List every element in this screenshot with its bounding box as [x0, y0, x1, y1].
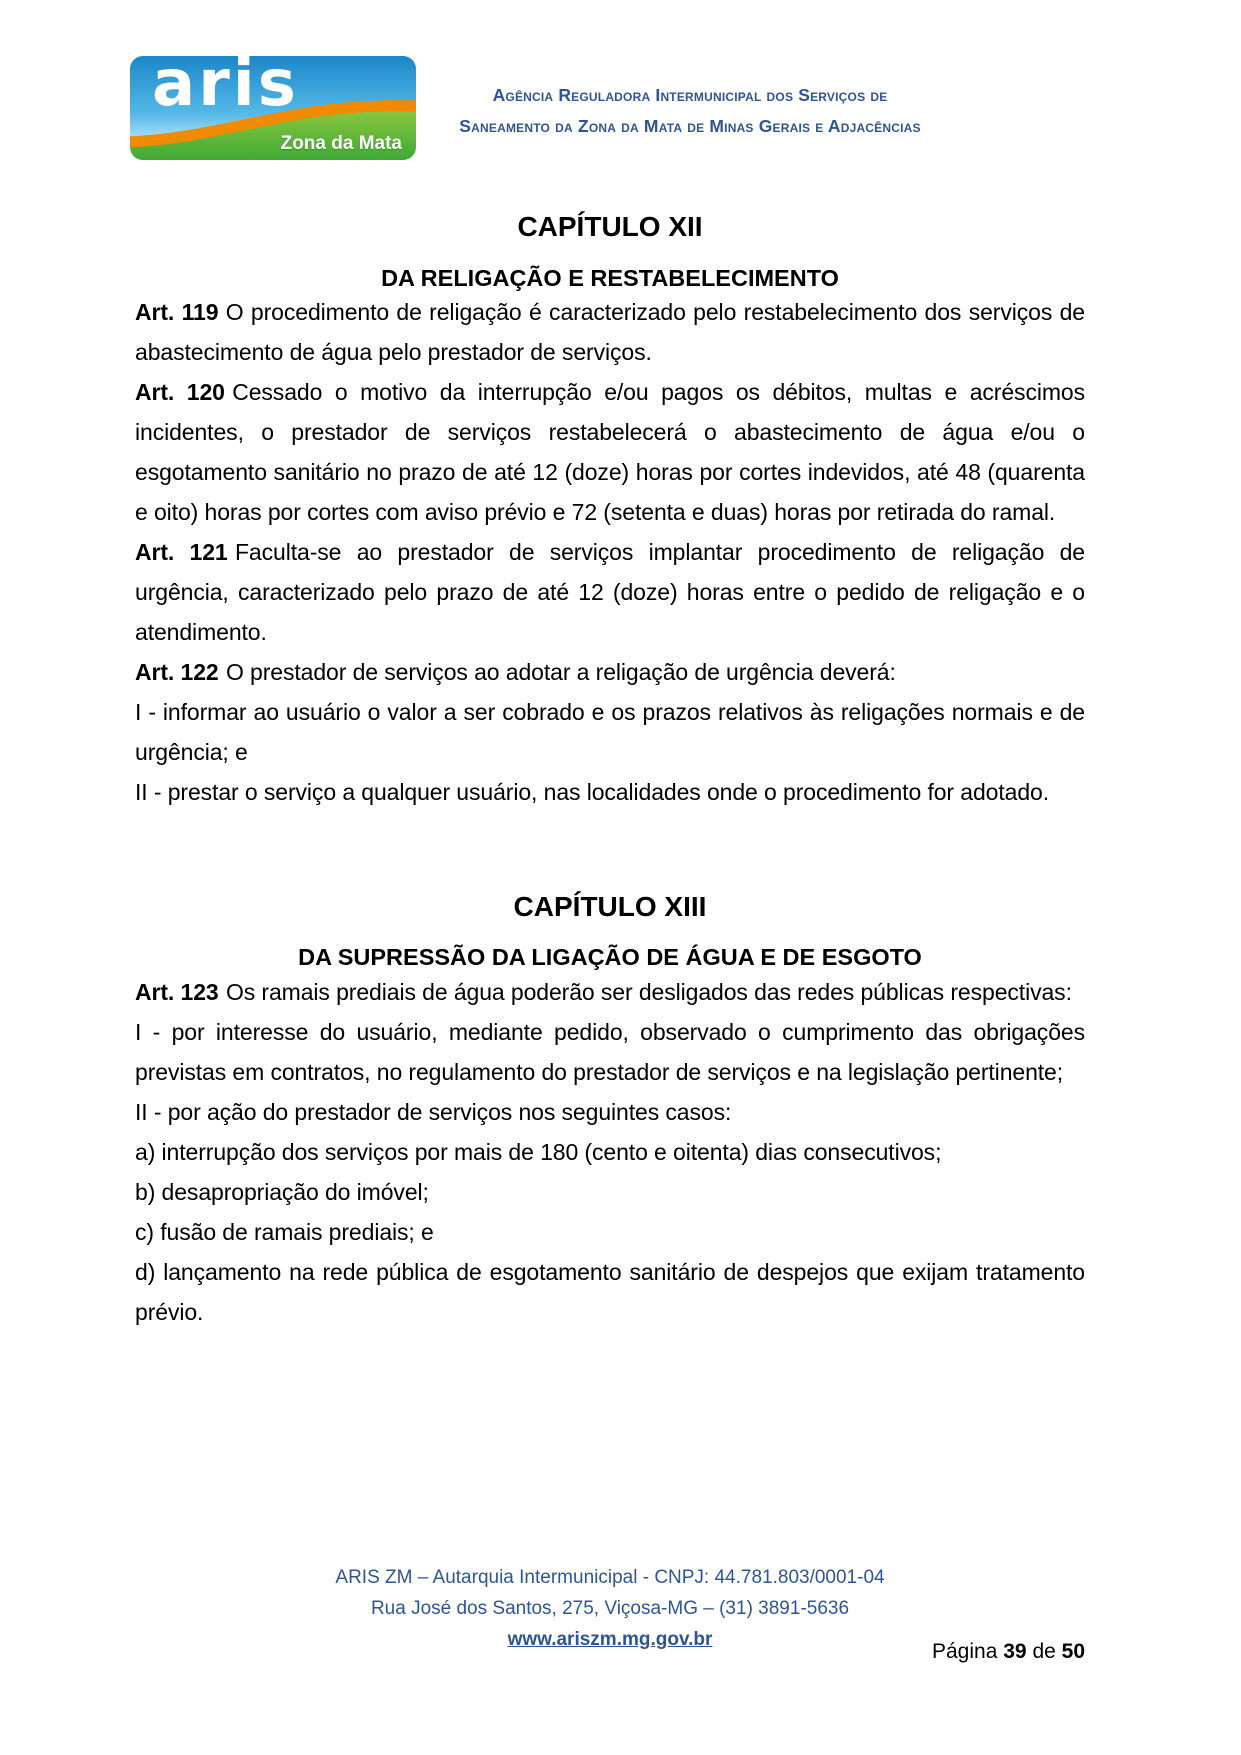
article-121-text: Faculta-se ao prestador de serviços implantar procedimento de religação de urgência, caracterizado pelo prazo de até 12 (doze) horas entre o pedido de religação e o atendimento. — [135, 538, 1085, 645]
article-122-text: O prestador de serviços ao adotar a religação de urgência deverá: — [225, 658, 896, 685]
article-120-label: Art. 120 — [135, 378, 225, 405]
logo-tagline: Zona da Mata — [280, 133, 402, 154]
agency-name-line2: Saneamento da Zona da Mata de Minas Gerais e Adjacências — [459, 116, 921, 136]
article-122-label: Art. 122 — [135, 658, 219, 685]
article-123-item-a: a) interrupção dos serviços por mais de 180 (cento e oitenta) dias consecutivos; — [135, 1138, 942, 1165]
article-122 — [135, 652, 1085, 692]
document-body — [135, 170, 1085, 1332]
chapter-12-title: CAPÍTULO XII — [517, 211, 703, 242]
page-number-total: 50 — [1061, 1640, 1085, 1663]
chapter-12-subtitle: DA RELIGAÇÃO E RESTABELECIMENTO — [381, 264, 839, 291]
footer-org-line: ARIS ZM – Autarquia Intermunicipal - CNPJ: 44.781.803/0001-04 — [335, 1567, 885, 1588]
article-121 — [135, 532, 1085, 652]
aris-logo — [130, 47, 416, 160]
agency-name — [455, 80, 925, 142]
logo-wordmark: aris — [152, 47, 299, 121]
article-123-text: Os ramais prediais de água poderão ser desligados das redes públicas respectivas: — [225, 978, 1072, 1005]
article-123-item-c: c) fusão de ramais prediais; e — [135, 1218, 434, 1245]
article-123 — [135, 972, 1085, 1012]
agency-name-line1: Agência Reguladora Intermunicipal dos Serviços de — [492, 85, 888, 105]
page-number-current: 39 — [1003, 1640, 1027, 1663]
footer-address-line: Rua José dos Santos, 275, Viçosa-MG – (31) 3891-5636 — [370, 1598, 850, 1619]
article-123-item-d: d) lançamento na rede pública de esgotamento sanitário de despejos que exijam tratamento prévio. — [135, 1258, 1085, 1325]
footer-website-link[interactable]: www.ariszm.mg.gov.br — [507, 1629, 713, 1650]
article-123-item-2: II - por ação do prestador de serviços nos seguintes casos: — [135, 1098, 732, 1125]
chapter-13-subtitle: DA SUPRESSÃO DA LIGAÇÃO DE ÁGUA E DE ESGOTO — [298, 944, 922, 971]
page-number-separator: de — [1032, 1640, 1056, 1663]
article-120 — [135, 372, 1085, 532]
article-123-item-b: b) desapropriação do imóvel; — [135, 1178, 429, 1205]
article-119-text: O procedimento de religação é caracterizado pelo restabelecimento dos serviços de abastecimento de água pelo prestador de serviços. — [135, 298, 1085, 365]
page-number — [932, 1640, 1085, 1664]
article-122-item-1: I - informar ao usuário o valor a ser cobrado e os prazos relativos às religações normais e de urgência; e — [135, 698, 1085, 765]
article-119 — [135, 292, 1085, 372]
article-122-item-2: II - prestar o serviço a qualquer usuário, nas localidades onde o procedimento for adotado. — [135, 778, 1050, 805]
article-123-label: Art. 123 — [135, 978, 219, 1005]
article-123-item-1: I - por interesse do usuário, mediante pedido, observado o cumprimento das obrigações previstas em contratos, no regulamento do prestador de serviços e na legislação pertinente; — [135, 1018, 1085, 1085]
chapter-13-title: CAPÍTULO XIII — [513, 890, 707, 922]
article-120-text: Cessado o motivo da interrupção e/ou pagos os débitos, multas e acréscimos incidentes, o prestador de serviços restabelecerá o abastecimento de água e/ou o esgotamento sanitário no prazo de até 12 (doze) horas por cortes indevidos, até 48 (quarenta e oito) horas por cortes com aviso prévio e 72 (setenta e duas) horas por retirada do ramal. — [135, 378, 1086, 525]
article-121-label: Art. 121 — [135, 538, 228, 565]
page-number-label: Página — [932, 1640, 998, 1663]
article-119-label: Art. 119 — [135, 298, 219, 325]
